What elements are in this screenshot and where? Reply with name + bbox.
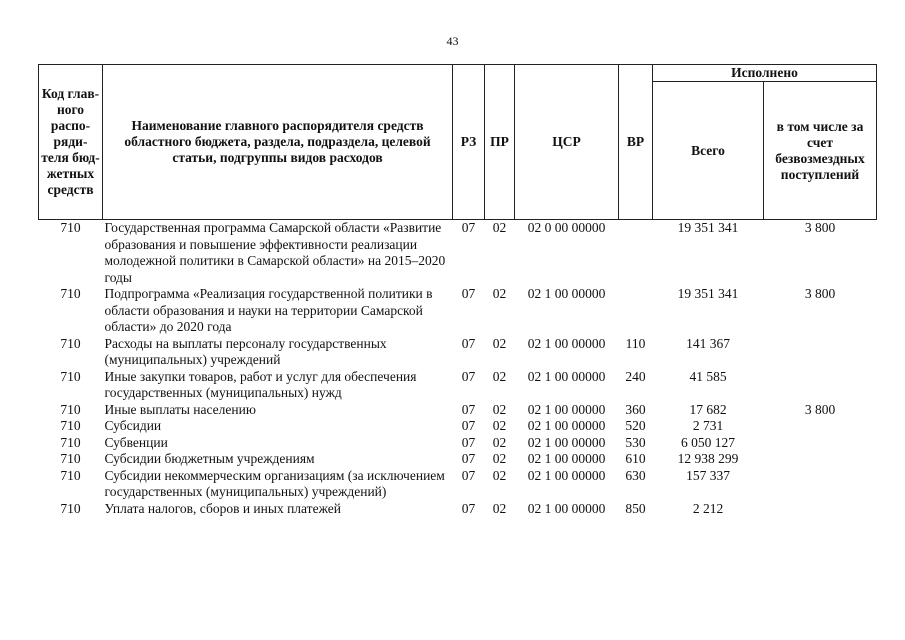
table-row bbox=[39, 402, 877, 419]
cell-vr: 530 bbox=[625, 434, 646, 450]
cell-total: 141 367 bbox=[686, 335, 730, 351]
cell-free-receipts bbox=[764, 451, 877, 468]
cell-pr: 02 bbox=[492, 401, 507, 417]
header-name: Наименование главного распорядителя средств областного бюджета, раздела, подраздела, целевой статьи, подгруппы видов расходов bbox=[103, 65, 453, 220]
table-row bbox=[39, 451, 877, 468]
cell-rz: 07 bbox=[461, 500, 476, 516]
cell-csr: 02 0 00 00000 bbox=[527, 220, 606, 235]
cell-free-receipts bbox=[764, 369, 877, 402]
header-rz: РЗ bbox=[453, 65, 485, 220]
cell-csr: 02 1 00 00000 bbox=[527, 451, 606, 466]
header-pr: ПР bbox=[485, 65, 515, 220]
cell-rz: 07 bbox=[461, 220, 476, 235]
cell-name: Уплата налогов, сборов и иных платежей bbox=[104, 500, 341, 516]
cell-pr: 02 bbox=[492, 500, 507, 516]
cell-total: 6 050 127 bbox=[681, 434, 735, 450]
header-free-receipts: в том числе за счет безвозмездных поступлений bbox=[764, 82, 877, 220]
table-row bbox=[39, 336, 877, 369]
table-row bbox=[39, 435, 877, 452]
cell-name: Субсидии бюджетным учреждениям bbox=[104, 451, 315, 466]
cell-code: 710 bbox=[60, 368, 81, 384]
cell-pr: 02 bbox=[492, 368, 507, 384]
cell-csr: 02 1 00 00000 bbox=[527, 286, 606, 301]
cell-total: 19 351 341 bbox=[677, 286, 739, 301]
header-csr: ЦСР bbox=[515, 65, 619, 220]
cell-csr: 02 1 00 00000 bbox=[527, 418, 606, 433]
cell-vr: 610 bbox=[625, 451, 646, 466]
table-row bbox=[39, 501, 877, 518]
cell-total: 2 731 bbox=[692, 418, 724, 433]
table-header bbox=[39, 65, 877, 220]
cell-total: 19 351 341 bbox=[677, 220, 739, 235]
cell-rz: 07 bbox=[461, 467, 476, 483]
cell-name: Иные закупки товаров, работ и услуг для обеспечения государственных (муниципальных) нужд bbox=[104, 368, 417, 400]
cell-pr: 02 bbox=[492, 286, 507, 301]
cell-rz: 07 bbox=[461, 418, 476, 433]
cell-vr: 110 bbox=[625, 335, 646, 351]
cell-code: 710 bbox=[60, 401, 81, 417]
cell-free-receipts: 3 800 bbox=[804, 286, 836, 301]
header-code: Код глав-ного распо-ряди-теля бюд-жетных средств bbox=[39, 65, 103, 220]
header-total: Всего bbox=[653, 82, 764, 220]
cell-free-receipts bbox=[764, 468, 877, 501]
cell-name: Расходы на выплаты персоналу государственных (муниципальных) учреждений bbox=[104, 335, 387, 367]
table-row bbox=[39, 418, 877, 435]
cell-rz: 07 bbox=[461, 451, 476, 466]
cell-pr: 02 bbox=[492, 335, 507, 351]
cell-name: Субсидии некоммерческим организациям (за исключением государственных (муниципальных) учреждений) bbox=[104, 467, 445, 499]
cell-code: 710 bbox=[60, 335, 81, 351]
table-row bbox=[39, 286, 877, 336]
cell-vr bbox=[619, 220, 653, 287]
cell-code: 710 bbox=[60, 451, 81, 466]
cell-rz: 07 bbox=[461, 335, 476, 351]
cell-total: 41 585 bbox=[689, 368, 727, 384]
table-row bbox=[39, 369, 877, 402]
cell-pr: 02 bbox=[492, 451, 507, 466]
cell-pr: 02 bbox=[492, 434, 507, 450]
cell-vr: 240 bbox=[625, 368, 646, 384]
cell-pr: 02 bbox=[492, 418, 507, 433]
cell-name: Иные выплаты населению bbox=[104, 401, 256, 417]
cell-rz: 07 bbox=[461, 434, 476, 450]
cell-free-receipts bbox=[764, 435, 877, 452]
table-row bbox=[39, 468, 877, 501]
cell-name: Подпрограмма «Реализация государственной политики в области образования и науки на территории Самарской области» до 2020 года bbox=[104, 286, 433, 334]
cell-code: 710 bbox=[60, 434, 81, 450]
cell-free-receipts: 3 800 bbox=[804, 401, 836, 417]
cell-code: 710 bbox=[60, 418, 81, 433]
cell-total: 157 337 bbox=[686, 467, 730, 483]
cell-rz: 07 bbox=[461, 368, 476, 384]
cell-vr: 630 bbox=[625, 467, 646, 483]
cell-rz: 07 bbox=[461, 401, 476, 417]
cell-code: 710 bbox=[60, 500, 81, 516]
cell-pr: 02 bbox=[492, 467, 507, 483]
cell-pr: 02 bbox=[492, 220, 507, 235]
cell-free-receipts: 3 800 bbox=[804, 220, 836, 235]
page-number: 43 bbox=[446, 34, 459, 48]
table-row bbox=[39, 220, 877, 287]
cell-total: 2 212 bbox=[692, 500, 724, 516]
cell-vr: 360 bbox=[625, 401, 646, 417]
cell-total: 12 938 299 bbox=[677, 451, 739, 466]
cell-name: Субвенции bbox=[104, 434, 168, 450]
cell-rz: 07 bbox=[461, 286, 476, 301]
cell-code: 710 bbox=[60, 220, 81, 235]
cell-vr: 520 bbox=[625, 418, 646, 433]
cell-code: 710 bbox=[60, 286, 81, 301]
cell-free-receipts bbox=[764, 336, 877, 369]
cell-free-receipts bbox=[764, 418, 877, 435]
budget-execution-table bbox=[38, 64, 877, 517]
cell-total: 17 682 bbox=[689, 401, 727, 417]
cell-free-receipts bbox=[764, 501, 877, 518]
header-vr: ВР bbox=[619, 65, 653, 220]
cell-csr: 02 1 00 00000 bbox=[527, 500, 606, 516]
cell-csr: 02 1 00 00000 bbox=[527, 335, 606, 351]
cell-vr: 850 bbox=[625, 500, 646, 516]
cell-name: Субсидии bbox=[104, 418, 162, 433]
table-body bbox=[39, 220, 877, 518]
cell-csr: 02 1 00 00000 bbox=[527, 401, 606, 417]
cell-vr bbox=[619, 286, 653, 336]
cell-code: 710 bbox=[60, 467, 81, 483]
cell-csr: 02 1 00 00000 bbox=[527, 368, 606, 384]
cell-csr: 02 1 00 00000 bbox=[527, 467, 606, 483]
cell-csr: 02 1 00 00000 bbox=[527, 434, 606, 450]
cell-name: Государственная программа Самарской области «Развитие образования и повышение эффективности реализации молодежной политики в Самарской области» на 2015–2020 годы bbox=[104, 220, 446, 285]
header-executed: Исполнено bbox=[653, 65, 877, 82]
